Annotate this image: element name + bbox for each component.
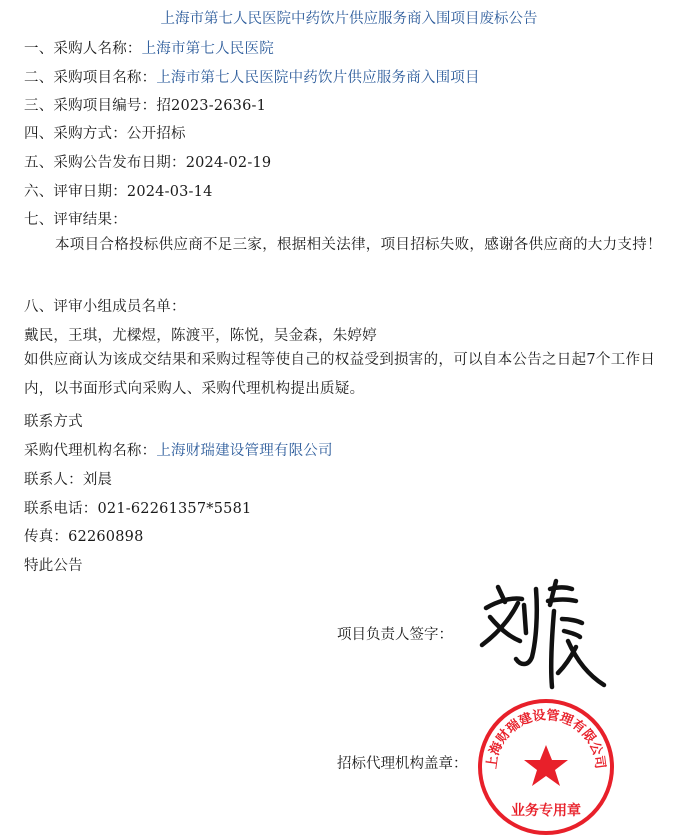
project-number-label: 三、采购项目编号： <box>24 98 157 114</box>
handwritten-signature <box>472 575 612 695</box>
objection-notice: 如供应商认为该成交结果和采购过程等使自己的权益受到损害的，可以自本公告之日起7个工作日内，以书面形式向采购人、采购代理机构提出质疑。 <box>24 352 656 397</box>
panel-members: 戴民，王琪，尤樑煜，陈渡平，陈悦，吴金森，朱婷婷 <box>24 328 377 344</box>
purchaser-label: 一、采购人名称： <box>24 41 142 57</box>
purchaser-value: 上海市第七人民医院 <box>141 41 274 57</box>
phone-value: 021-62261357*5581 <box>97 501 252 517</box>
review-date-line <box>24 180 213 201</box>
project-number-line <box>24 94 266 115</box>
contact-person-value: 刘晨 <box>82 472 113 488</box>
publish-date-label: 五、采购公告发布日期： <box>24 155 186 171</box>
result-heading: 七、评审结果： <box>24 212 127 228</box>
review-date-label: 六、评审日期： <box>24 184 127 200</box>
phone-line <box>24 497 251 518</box>
closing-text: 特此公告 <box>24 558 83 574</box>
seal-label: 招标代理机构盖章： <box>337 756 468 772</box>
method-label: 四、采购方式： <box>24 126 127 142</box>
seal-star-icon <box>524 745 568 786</box>
fax-label: 传真： <box>24 529 69 545</box>
agency-label: 采购代理机构名称： <box>24 443 157 459</box>
seal-bottom-text: 业务专用章 <box>511 803 581 819</box>
contact-person-line <box>24 468 112 489</box>
page-title: 上海市第七人民医院中药饮片供应服务商入围项目废标公告 <box>160 11 538 27</box>
project-name-value: 上海市第七人民医院中药饮片供应服务商入围项目 <box>156 70 480 86</box>
method-line <box>24 122 186 143</box>
contact-heading: 联系方式 <box>24 414 83 430</box>
project-number-value: 招2023-2636-1 <box>156 98 267 114</box>
official-seal <box>476 697 616 837</box>
result-text: 本项目合格投标供应商不足三家，根据相关法律，项目招标失败，感谢各供应商的大力支持！ <box>55 237 662 253</box>
fax-line <box>24 525 144 546</box>
review-date-value: 2024-03-14 <box>126 184 213 200</box>
contact-person-label: 联系人： <box>24 472 83 488</box>
agency-value: 上海财瑞建设管理有限公司 <box>156 443 333 459</box>
purchaser-line <box>24 37 274 58</box>
project-name-line <box>24 66 480 87</box>
signature-label: 项目负责人签字： <box>337 627 453 643</box>
publish-date-value: 2024-02-19 <box>185 155 272 171</box>
agency-line <box>24 439 333 460</box>
phone-label: 联系电话： <box>24 501 98 517</box>
publish-date-line <box>24 151 271 172</box>
method-value: 公开招标 <box>126 126 186 142</box>
panel-heading: 八、评审小组成员名单： <box>24 299 186 315</box>
project-name-label: 二、采购项目名称： <box>24 70 157 86</box>
fax-value: 62260898 <box>68 529 144 545</box>
seal-ring-text: 上海财瑞建设管理有限公司 <box>484 708 608 770</box>
